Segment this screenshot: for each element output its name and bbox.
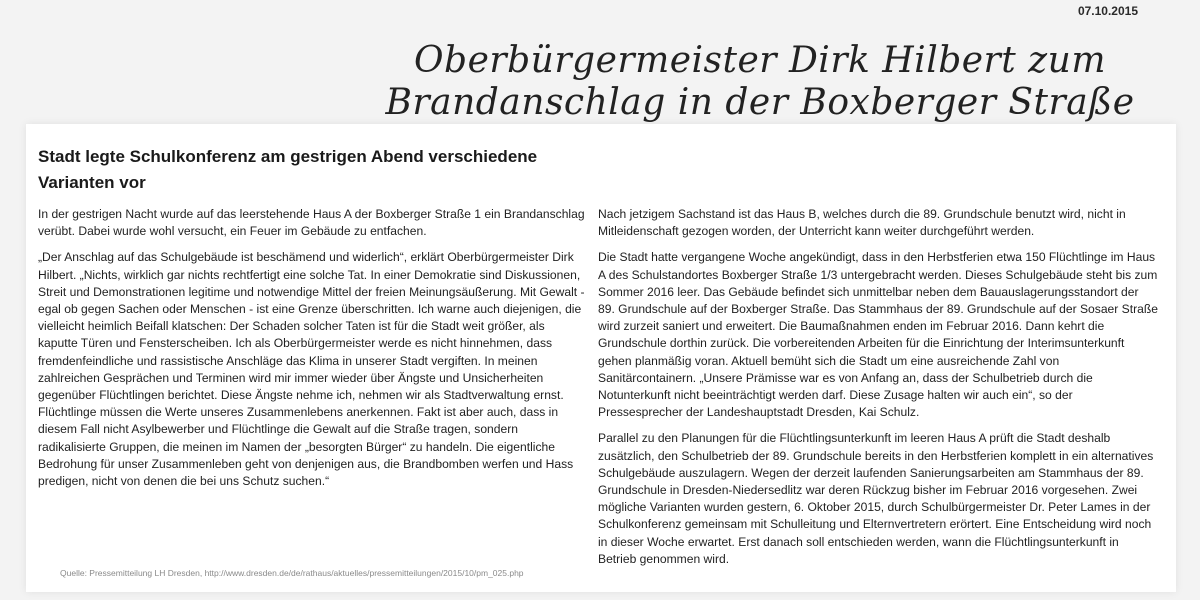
right-column [598, 206, 1158, 577]
paragraph: In der gestrigen Nacht wurde auf das leerstehende Haus A der Boxberger Straße 1 ein Brandanschlag verübt. Dabei wurde wohl versucht, ein Feuer im Gebäude zu entfachen. [38, 207, 585, 239]
paragraph: „Der Anschlag auf das Schulgebäude ist beschämend und widerlich“, erklärt Oberbürgermeister Dirk Hilbert. „Nichts, wirklich gar nichts rechtfertigt eine solche Tat. In einer Demokratie sind Diskussionen, Streit und Demonstrationen legitime und notwendige Mittel der freien Meinungsäußerung. Mit Gewalt - egal ob gegen Sachen oder Menschen - ist eine Grenze überschritten. Ich warne auch diejenigen, die vielleicht heimlich Beifall klatschen: Der Schaden solcher Taten ist für die Stadt weit größer, als kaputte Türen und Fensterscheiben. Ich als Oberbürgermeister werde es nicht hinnehmen, dass fremdenfeindliche und rassistische Anschläge das Klima in unserer Stadt vergiften. In meinen zahlreichen Gesprächen und Terminen wird mir immer wieder über Ängste und Unsicherheiten gegenüber Flüchtlingen berichtet. Diese Ängste nehme ich, nehmen wir als Stadtverwaltung ernst. Flüchtlinge müssen die Werte unseres Zusammenlebens anerkennen. Fakt ist aber auch, dass in diesem Fall nicht Asylbewerber und Flüchtlinge die Gewalt auf die Straße tragen, sondern radikalisierte Gruppen, die meinen im Namen der „besorgten Bürger“ zu handeln. Die eigentliche Bedrohung für unser Zusammenleben geht von denjenigen aus, die Brandbomben werfen und Hass predigen, nicht von denen die bei uns Schutz suchen.“ [38, 250, 585, 489]
paragraph: Die Stadt hatte vergangene Woche angekündigt, dass in den Herbstferien etwa 150 Flüchtlinge im Haus A des Schulstandortes Boxberger Straße 1/3 untergebracht werden. Dieses Schulgebäude steht bis zum Sommer 2016 leer. Das Gebäude befindet sich unmittelbar neben dem Bauauslagerungsstandort der 89. Grundschule auf der Boxberger Straße. Das Stammhaus der 89. Grundschule auf der Sosaer Straße wird zurzeit saniert und erweitert. Die Baumaßnahmen enden im Februar 2016. Dann kehrt die Grundschule dorthin zurück. Die vorbereitenden Arbeiten für die Einrichtung der Interimsunterkunft gehen planmäßig voran. Aktuell bemüht sich die Stadt um eine ausreichende Zahl von Sanitärcontainern. „Unsere Prämisse war es von Anfang an, dass der Schulbetrieb durch die Notunterkunft nicht beeinträchtigt werden darf. Diese Zusage halten wir auch ein“, so der Pressesprecher der Landeshauptstadt Dresden, Kai Schulz. [598, 250, 1158, 420]
subheadline: Stadt legte Schulkonferenz am gestrigen Abend verschiedene Varianten vor [38, 147, 538, 192]
paragraph: Nach jetzigem Sachstand ist das Haus B, welches durch die 89. Grundschule benutzt wird, nicht in Mitleidenschaft gezogen worden, der Unterricht kann weiter durchgeführt werden. [598, 207, 1126, 239]
left-column [38, 206, 586, 499]
publication-date: 07.10.2015 [1077, 4, 1138, 18]
source-note: Quelle: Pressemitteilung LH Dresden, http://www.dresden.de/de/rathaus/aktuelles/pressemitteilungen/2015/10/pm_025.php [60, 568, 524, 578]
headline [380, 40, 1140, 124]
headline-line-2: Brandanschlag in der Boxberger Straße [385, 82, 1135, 123]
headline-line-1: Oberbürgermeister Dirk Hilbert zum [414, 40, 1106, 81]
paragraph: Parallel zu den Planungen für die Flüchtlingsunterkunft im leeren Haus A prüft die Stadt deshalb zusätzlich, den Schulbetrieb der 89. Grundschule bereits in den Herbstferien komplett in ein alternatives Schulgebäude auszulagern. Wegen der derzeit laufenden Sanierungsarbeiten am Stammhaus der 89. Grundschule in Dresden-Niedersedlitz war deren Rückzug bisher im Februar 2016 vorgesehen. Zwei mögliche Varianten wurden gestern, 6. Oktober 2015, durch Schulbürgermeister Dr. Peter Lames in der Schulkonferenz gemeinsam mit Schulleitung und Elternvertretern erörtert. Eine Entscheidung wird noch in dieser Woche erwartet. Erst danach soll entschieden werden, wann die Flüchtlingsunterkunft in Betrieb genommen wird. [598, 431, 1154, 566]
